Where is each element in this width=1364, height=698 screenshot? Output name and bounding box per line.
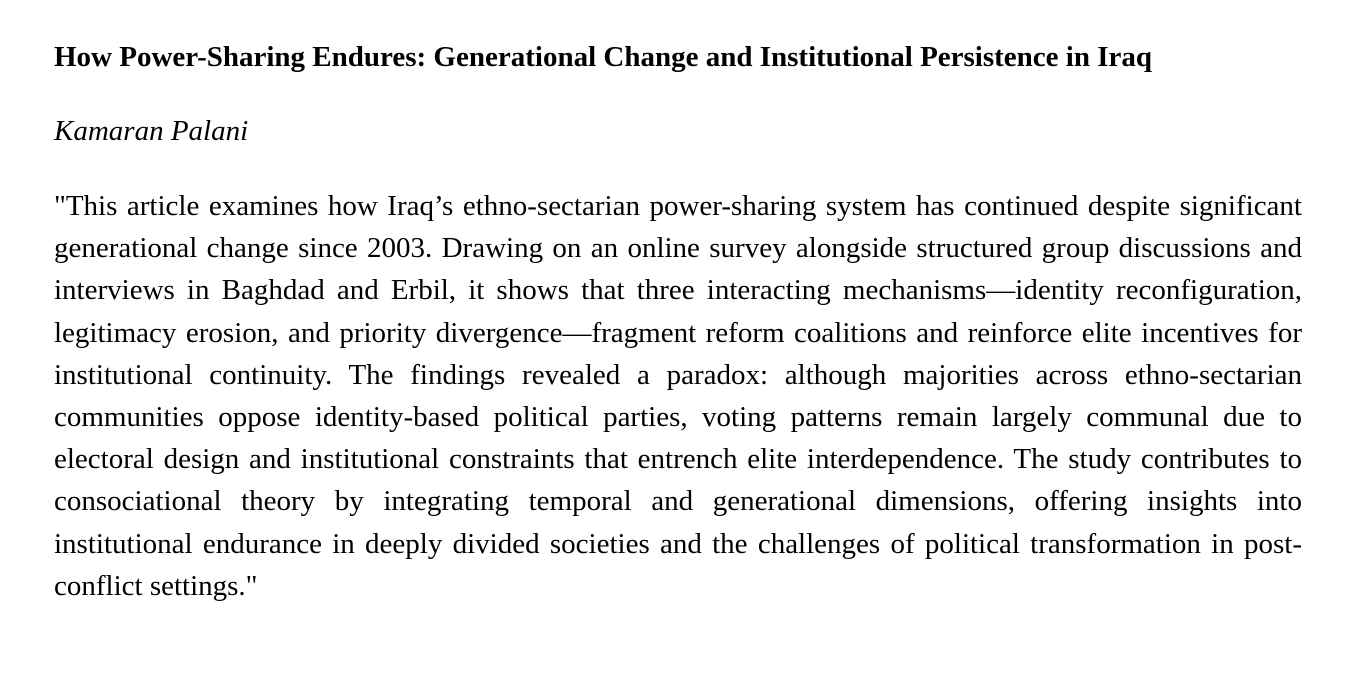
paper-abstract: "This article examines how Iraq’s ethno-sectarian power-sharing system has continued despite significant generational change since 2003. Drawing on an online survey alongside structured group discussions and interviews in Baghdad and Erbil, it shows that three interacting mechanisms—identity reconfiguration, legitimacy erosion, and priority divergence—fragment reform coalitions and reinforce elite incentives for institutional continuity. The findings revealed a paradox: although majorities across ethno-sectarian communities oppose identity-based political parties, voting patterns remain largely communal due to electoral design and institutional constraints that entrench elite interdependence. The study contributes to consociational theory by integrating temporal and generational dimensions, offering insights into institutional endurance in deeply divided societies and the challenges of political transformation in post-conflict settings." bbox=[54, 190, 1302, 602]
paper-author: Kamaran Palani bbox=[54, 115, 249, 147]
paper-title: How Power-Sharing Endures: Generational Change and Institutional Persistence in Iraq bbox=[54, 41, 1153, 73]
